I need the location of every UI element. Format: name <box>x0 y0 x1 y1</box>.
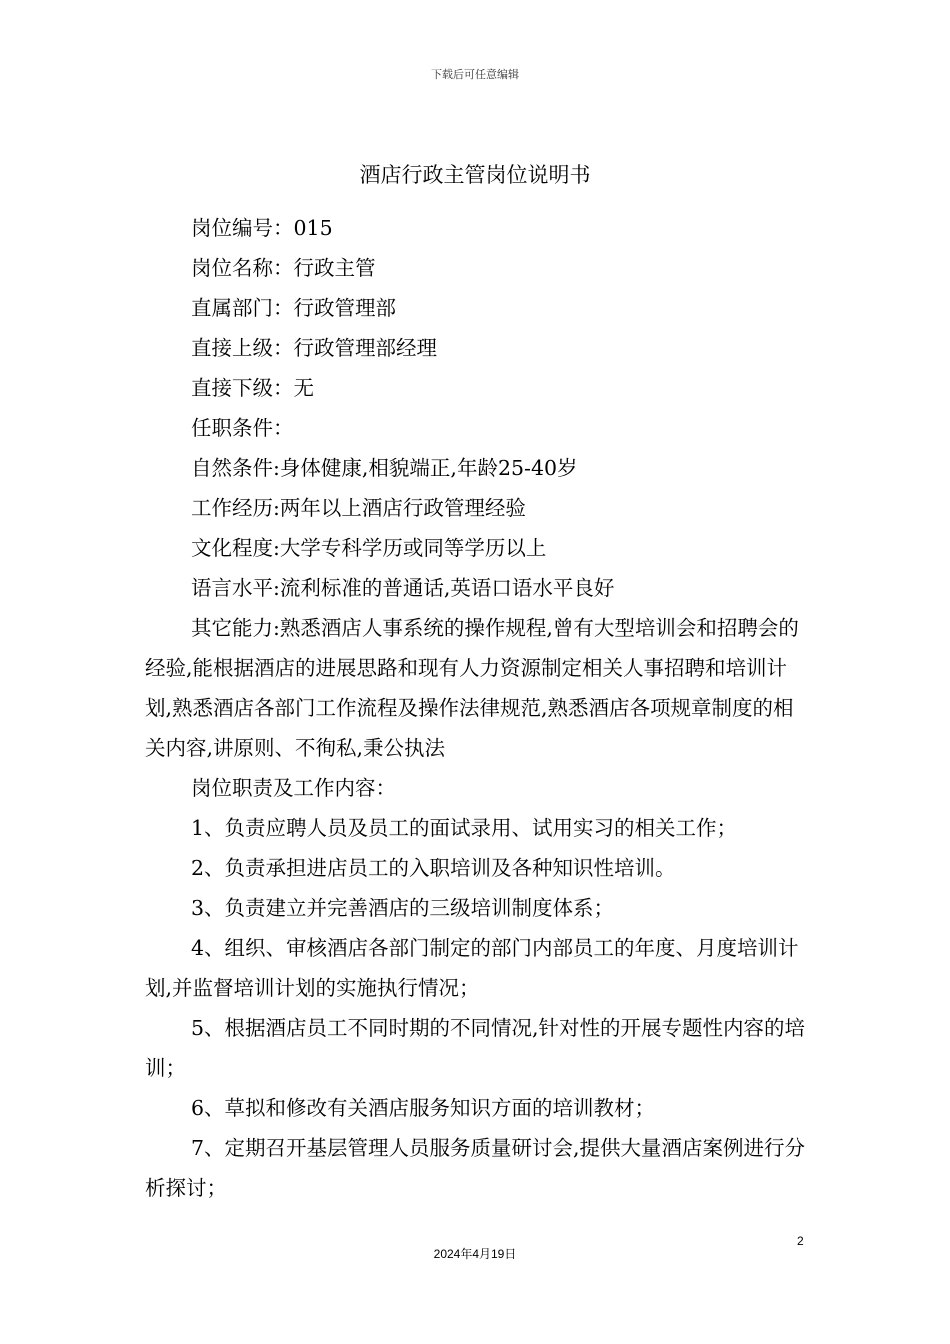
paragraph: 3、负责建立并完善酒店的三级培训制度体系； <box>191 896 615 920</box>
paragraph: 2、负责承担进店员工的入职培训及各种知识性培训。 <box>191 856 676 880</box>
paragraph: 4、组织、审核酒店各部门制定的部门内部员工的年度、月度培训计划,并监督培训计划的实施执行情况； <box>145 936 799 1000</box>
paragraph: 文化程度:大学专科学历或同等学历以上 <box>191 536 547 560</box>
paragraph: 工作经历:两年以上酒店行政管理经验 <box>191 496 526 520</box>
paragraph: 语言水平:流利标准的普通话,英语口语水平良好 <box>191 576 615 600</box>
paragraph: 自然条件:身体健康,相貌端正,年龄25-40岁 <box>191 456 578 480</box>
paragraph: 直接下级：无 <box>191 376 314 400</box>
paragraph: 其它能力:熟悉酒店人事系统的操作规程,曾有大型培训会和招聘会的经验,能根据酒店的进展思路和现有人力资源制定相关人事招聘和培训计划,熟悉酒店各部门工作流程及操作法律规范,熟悉酒店各项规章制度的相关内容,讲原则、不徇私,秉公执法 <box>145 616 799 760</box>
page-number: 2 <box>797 1234 804 1248</box>
paragraph: 直属部门：行政管理部 <box>191 296 396 320</box>
document-body <box>145 208 810 1208</box>
paragraph: 岗位名称：行政主管 <box>191 256 376 280</box>
paragraph: 6、草拟和修改有关酒店服务知识方面的培训教材； <box>191 1096 656 1120</box>
document-title: 酒店行政主管岗位说明书 <box>359 163 591 187</box>
paragraph: 7、定期召开基层管理人员服务质量研讨会,提供大量酒店案例进行分析探讨； <box>145 1136 806 1200</box>
header-note: 下载后可任意编辑 <box>431 68 519 81</box>
footer-date: 2024年4月19日 <box>433 1247 517 1261</box>
paragraph: 任职条件： <box>191 416 294 440</box>
paragraph: 直接上级：行政管理部经理 <box>191 336 437 360</box>
paragraph: 岗位编号：015 <box>191 216 333 240</box>
paragraph: 5、根据酒店员工不同时期的不同情况,针对性的开展专题性内容的培训； <box>145 1016 806 1080</box>
paragraph: 1、负责应聘人员及员工的面试录用、试用实习的相关工作； <box>191 816 738 840</box>
paragraph: 岗位职责及工作内容： <box>191 776 396 800</box>
